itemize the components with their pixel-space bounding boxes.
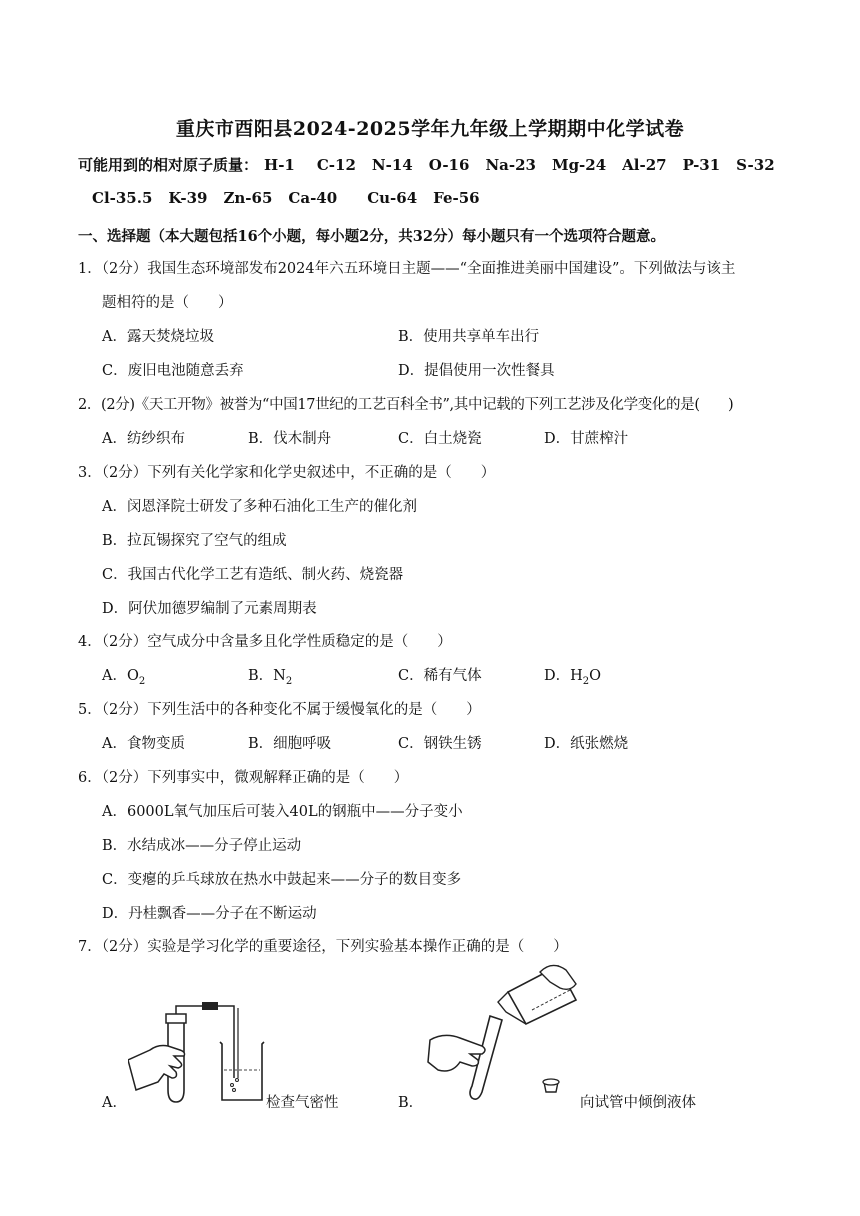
question-2-option-c[interactable]: C．白土烧瓷 [398, 431, 482, 447]
question-6-stem: 6．（2分）下列事实中，微观解释正确的是（ ） [78, 770, 409, 786]
question-5-option-b[interactable]: B．细胞呼吸 [248, 736, 332, 752]
subscript: 2 [285, 675, 293, 687]
atomic-mass: N-14 [371, 156, 413, 174]
question-2-option-d[interactable]: D．甘蔗榨汁 [544, 431, 629, 447]
atomic-mass: Na-23 [485, 156, 536, 174]
atomic-mass: S-32 [736, 156, 775, 174]
question-7-stem: 7．（2分）实验是学习化学的重要途径，下列实验基本操作正确的是（ ） [78, 939, 568, 955]
option-text: A．O [102, 668, 139, 684]
atomic-mass: H-1 [264, 156, 295, 174]
question-6-option-b[interactable]: B．水结成冰——分子停止运动 [102, 838, 302, 854]
question-3-stem: 3．（2分）下列有关化学家和化学史叙述中，不正确的是（ ） [78, 465, 496, 481]
question-5-stem: 5．（2分）下列生活中的各种变化不属于缓慢氧化的是（ ） [78, 702, 481, 718]
question-4-option-b[interactable] [248, 664, 292, 687]
airtightness-check-figure [128, 990, 266, 1108]
atomic-mass: Al-27 [622, 156, 667, 174]
atomic-mass: Ca-40 [288, 189, 338, 207]
atomic-mass: Cu-64 [367, 189, 418, 207]
question-6-option-c[interactable]: C．变瘪的乒乓球放在热水中鼓起来——分子的数目变多 [102, 872, 462, 888]
atomic-mass: C-12 [316, 156, 356, 174]
atomic-mass: Fe-56 [433, 189, 480, 207]
question-3-option-b[interactable]: B．拉瓦锡探究了空气的组成 [102, 533, 287, 549]
question-4-option-c[interactable]: C．稀有气体 [398, 668, 482, 684]
question-3-option-c[interactable]: C．我国古代化学工艺有造纸、制火药、烧瓷器 [102, 567, 404, 583]
question-3-option-a[interactable]: A．闵恩泽院士研发了多种石油化工生产的催化剂 [102, 499, 417, 515]
atomic-mass: O-16 [428, 156, 470, 174]
option-text-tail: O [589, 668, 602, 684]
pouring-liquid-figure [420, 962, 578, 1110]
atomic-masses-row-2 [92, 189, 812, 207]
question-1-option-c[interactable]: C．废旧电池随意丢弃 [102, 363, 244, 379]
question-1-stem-cont: 题相符的是（ ） [102, 295, 233, 311]
question-6-option-a[interactable]: A．6000L氧气加压后可装入40L的钢瓶中——分子变小 [102, 804, 463, 820]
page-title: 重庆市酉阳县2024-2025学年九年级上学期期中化学试卷 [175, 118, 685, 140]
question-1-option-a[interactable]: A．露天焚烧垃圾 [102, 329, 214, 345]
question-7-caption-b: 向试管中倾倒液体 [580, 1095, 696, 1111]
question-7-option-a[interactable]: A． [102, 1095, 127, 1111]
question-7-option-b[interactable]: B． [398, 1095, 424, 1111]
section-heading: 一、选择题（本大题包括16个小题，每小题2分，共32分）每小题只有一个选项符合题意。 [78, 228, 665, 245]
atomic-mass: Cl-35.5 [92, 189, 153, 207]
question-1-option-d[interactable]: D．提倡使用一次性餐具 [398, 363, 555, 379]
question-5-option-c[interactable]: C．钢铁生锈 [398, 736, 482, 752]
question-4-option-d[interactable] [544, 664, 601, 687]
question-5-option-d[interactable]: D．纸张燃烧 [544, 736, 629, 752]
question-2-option-b[interactable]: B．伐木制舟 [248, 431, 332, 447]
option-text: D．H [544, 668, 583, 684]
question-2-option-a[interactable]: A．纺纱织布 [102, 431, 185, 447]
question-2-stem: 2．(2分)《天工开物》被誉为“中国17世纪的工艺百科全书”,其中记载的下列工艺涉及化学变化的是( ) [78, 397, 734, 413]
atomic-masses-row-1 [78, 154, 798, 175]
question-4-stem: 4．（2分）空气成分中含量多且化学性质稳定的是（ ） [78, 634, 452, 650]
atomic-mass: Zn-65 [223, 189, 273, 207]
question-3-option-d[interactable]: D．阿伏加德罗编制了元素周期表 [102, 601, 317, 617]
question-4-option-a[interactable] [102, 664, 145, 687]
atomic-mass: P-31 [682, 156, 721, 174]
question-1-stem: 1．（2分）我国生态环境部发布2024年六五环境日主题——“全面推进美丽中国建设”。下列做法与该主 [78, 261, 736, 277]
option-text: B．N [248, 668, 286, 684]
atomic-masses-label: 可能用到的相对原子质量： [78, 156, 259, 174]
subscript: 2 [582, 675, 590, 687]
subscript: 2 [138, 675, 146, 687]
question-5-option-a[interactable]: A．食物变质 [102, 736, 185, 752]
atomic-mass: Mg-24 [551, 156, 607, 174]
atomic-mass: K-39 [168, 189, 208, 207]
question-6-option-d[interactable]: D．丹桂飘香——分子在不断运动 [102, 906, 317, 922]
question-1-option-b[interactable]: B．使用共享单车出行 [398, 329, 540, 345]
question-7-caption-a: 检查气密性 [266, 1095, 339, 1111]
